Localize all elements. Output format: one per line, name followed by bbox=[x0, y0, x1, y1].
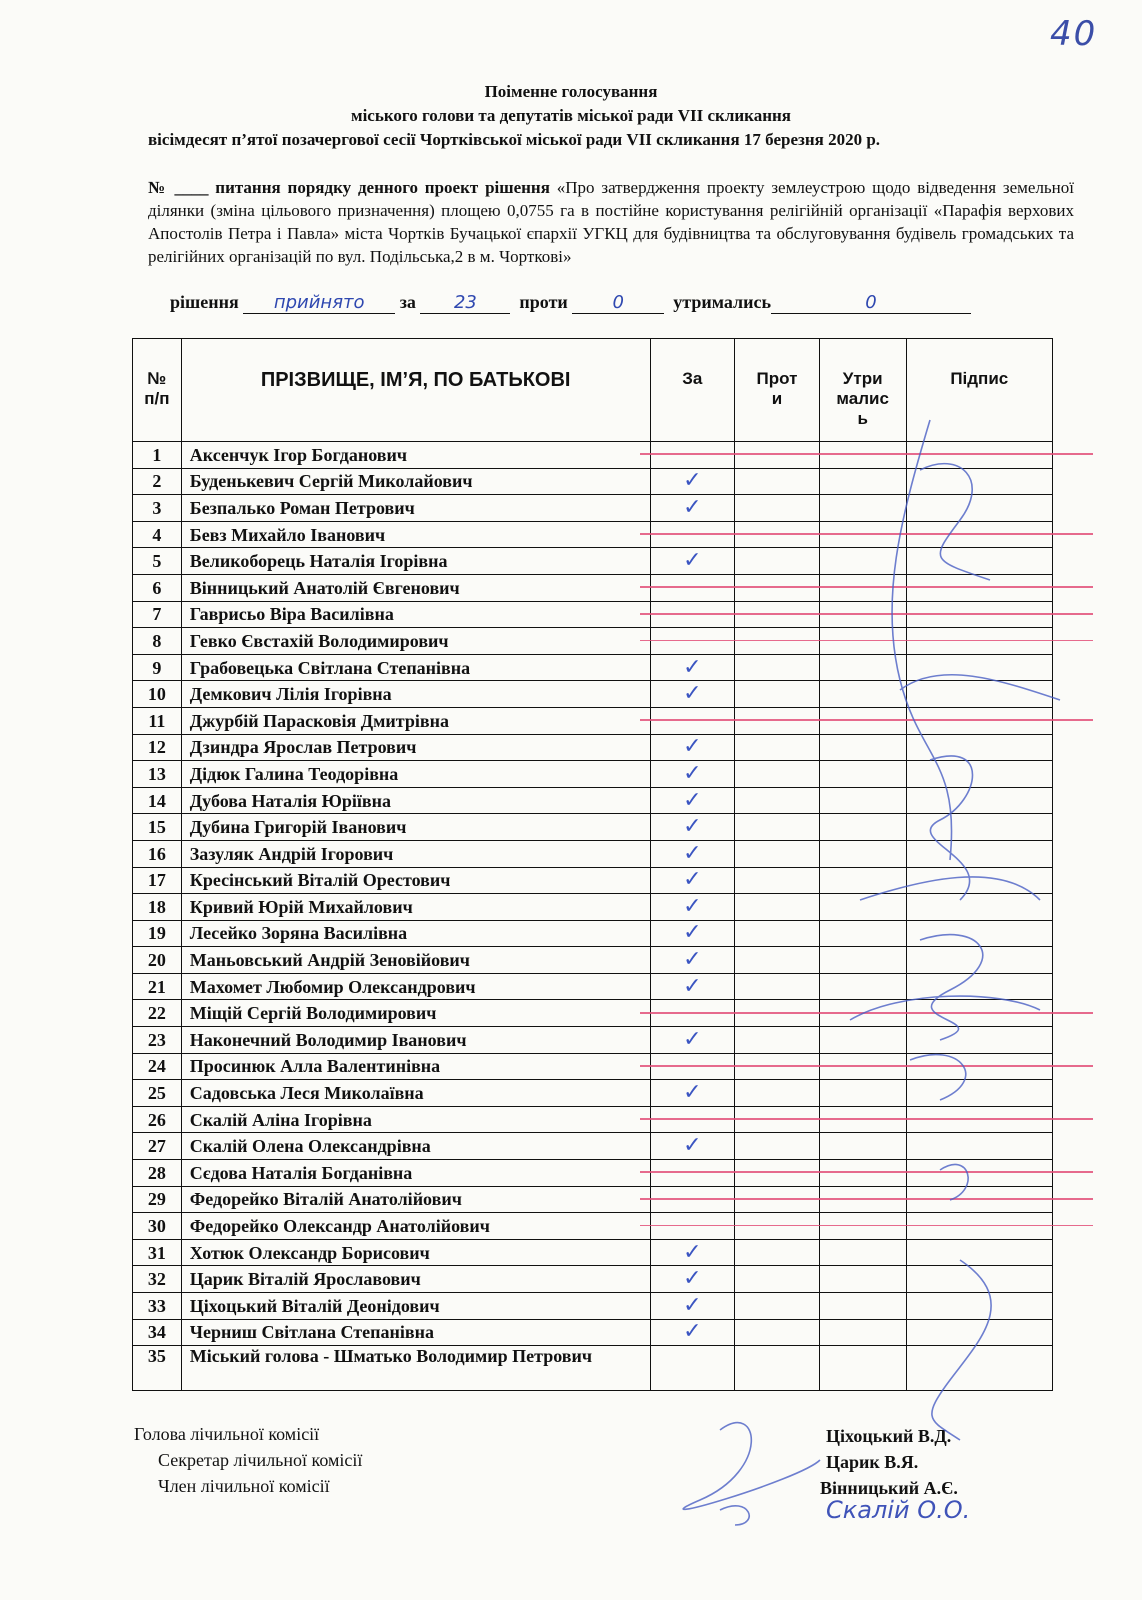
deputy-name: Дубова Наталія Юріївна bbox=[181, 787, 650, 814]
row-number: 4 bbox=[133, 521, 182, 548]
row-number: 10 bbox=[133, 681, 182, 708]
row-number: 35 bbox=[133, 1346, 182, 1391]
row-number: 2 bbox=[133, 468, 182, 495]
deputy-name: Черниш Світлана Степанівна bbox=[181, 1319, 650, 1346]
row-number: 17 bbox=[133, 867, 182, 894]
col-abstain-header: Утри малис ь bbox=[819, 339, 906, 442]
signature-stroke bbox=[683, 1423, 820, 1510]
deputy-name: Скалій Олена Олександрівна bbox=[181, 1133, 650, 1160]
footer-role-member: Член лічильної комісії bbox=[158, 1476, 330, 1496]
decision-label: рішення bbox=[170, 292, 239, 312]
row-number: 28 bbox=[133, 1160, 182, 1187]
row-number: 1 bbox=[133, 442, 182, 469]
row-number: 6 bbox=[133, 574, 182, 601]
deputy-name: Махомет Любомир Олександрович bbox=[181, 973, 650, 1000]
deputy-name: Садовська Леся Миколаївна bbox=[181, 1080, 650, 1107]
page-number: 40 bbox=[1050, 14, 1098, 54]
row-number: 20 bbox=[133, 947, 182, 974]
deputy-name: Федорейко Олександр Анатолійович bbox=[181, 1213, 650, 1240]
row-number: 29 bbox=[133, 1186, 182, 1213]
vote-for-cell: ✓ bbox=[650, 1266, 735, 1293]
vote-for-cell: ✓ bbox=[650, 1133, 735, 1160]
agenda-item-prefix: № ____ питання порядку денного проект рішення bbox=[148, 178, 550, 197]
footer-name-chair: Ціхоцький В.Д. bbox=[826, 1426, 952, 1446]
signature-stroke bbox=[850, 996, 1040, 1020]
session-line: вісімдесят п’ятої позачергової сесії Чортківської міської ради VII скликання 17 березня 2020 р. bbox=[148, 130, 881, 149]
deputy-name: Зазуляк Андрій Ігорович bbox=[181, 840, 650, 867]
document-title: Поіменне голосування bbox=[484, 82, 658, 101]
row-number: 16 bbox=[133, 840, 182, 867]
vote-for-cell: ✓ bbox=[650, 973, 735, 1000]
row-number: 30 bbox=[133, 1213, 182, 1240]
abstain-label: утримались bbox=[673, 292, 771, 312]
row-number: 9 bbox=[133, 654, 182, 681]
deputy-name: Дубина Григорій Іванович bbox=[181, 814, 650, 841]
deputy-name: Міський голова - Шматько Володимир Петрович bbox=[181, 1346, 650, 1391]
vote-for-cell: ✓ bbox=[650, 1239, 735, 1266]
deputy-name: Скалій Аліна Ігорівна bbox=[181, 1106, 650, 1133]
signature-stroke bbox=[940, 1164, 968, 1200]
row-number: 21 bbox=[133, 973, 182, 1000]
footer-name-secretary: Царик В.Я. bbox=[826, 1452, 919, 1472]
against-value: 0 bbox=[572, 292, 664, 314]
row-number: 19 bbox=[133, 920, 182, 947]
vote-for-cell: ✓ bbox=[650, 1293, 735, 1320]
row-number: 12 bbox=[133, 734, 182, 761]
vote-for-cell: ✓ bbox=[650, 814, 735, 841]
vote-for-cell: ✓ bbox=[650, 947, 735, 974]
row-number: 22 bbox=[133, 1000, 182, 1027]
deputy-name: Грабовецька Світлана Степанівна bbox=[181, 654, 650, 681]
vote-for-cell: ✓ bbox=[650, 495, 735, 522]
deputy-name: Дзиндра Ярослав Петрович bbox=[181, 734, 650, 761]
vote-for-cell: ✓ bbox=[650, 840, 735, 867]
signature-stroke bbox=[920, 464, 990, 580]
deputy-name: Джурбій Парасковія Дмитрівна bbox=[181, 707, 650, 734]
vote-for-cell: ✓ bbox=[650, 1319, 735, 1346]
deputy-name: Маньовський Андрій Зеновійович bbox=[181, 947, 650, 974]
footer-role-secretary: Секретар лічильної комісії bbox=[158, 1450, 363, 1470]
row-number: 8 bbox=[133, 628, 182, 655]
deputy-name: Безпалько Роман Петрович bbox=[181, 495, 650, 522]
vote-for-cell: ✓ bbox=[650, 894, 735, 921]
row-number: 7 bbox=[133, 601, 182, 628]
vote-for-cell: ✓ bbox=[650, 1027, 735, 1054]
deputy-name: Дідюк Галина Теодорівна bbox=[181, 761, 650, 788]
vote-for-cell: ✓ bbox=[650, 654, 735, 681]
footer-role-chair: Голова лічильної комісії bbox=[134, 1424, 320, 1444]
signature-stroke bbox=[910, 1055, 966, 1100]
deputy-name: Хотюк Олександр Борисович bbox=[181, 1239, 650, 1266]
handwritten-signature-text: Скалій О.О. bbox=[826, 1496, 971, 1524]
footer-name-member: Вінницький А.Є. bbox=[820, 1478, 958, 1498]
deputy-name: Буденькевич Сергій Миколайович bbox=[181, 468, 650, 495]
row-number: 32 bbox=[133, 1266, 182, 1293]
col-name-header: ПРІЗВИЩЕ, ІМ’Я, ПО БАТЬКОВІ bbox=[181, 339, 650, 442]
deputy-name: Бевз Михайло Іванович bbox=[181, 521, 650, 548]
vote-for-cell: ✓ bbox=[650, 787, 735, 814]
vote-for-cell: ✓ bbox=[650, 681, 735, 708]
deputy-name: Кривий Юрій Михайлович bbox=[181, 894, 650, 921]
row-number: 31 bbox=[133, 1239, 182, 1266]
signature-stroke bbox=[920, 935, 983, 1040]
vote-for-cell: ✓ bbox=[650, 920, 735, 947]
row-number: 5 bbox=[133, 548, 182, 575]
signature-stroke bbox=[860, 877, 1040, 900]
for-label: за bbox=[399, 292, 416, 312]
against-label: проти bbox=[519, 292, 568, 312]
deputy-name: Аксенчук Ігор Богданович bbox=[181, 442, 650, 469]
deputy-name: Кресінський Віталій Орестович bbox=[181, 867, 650, 894]
deputy-name: Демкович Лілія Ігорівна bbox=[181, 681, 650, 708]
col-against-header: Прот и bbox=[735, 339, 820, 442]
deputy-name: Ціхоцький Віталій Деонідович bbox=[181, 1293, 650, 1320]
row-number: 24 bbox=[133, 1053, 182, 1080]
row-number: 34 bbox=[133, 1319, 182, 1346]
vote-for-cell: ✓ bbox=[650, 468, 735, 495]
vote-for-cell: ✓ bbox=[650, 548, 735, 575]
row-number: 13 bbox=[133, 761, 182, 788]
deputy-name: Гевко Євстахій Володимирович bbox=[181, 628, 650, 655]
abstain-value: 0 bbox=[771, 292, 971, 314]
col-signature-header: Підпис bbox=[906, 339, 1052, 442]
deputy-name: Міщій Сергій Володимирович bbox=[181, 1000, 650, 1027]
deputy-name: Вінницький Анатолій Євгенович bbox=[181, 574, 650, 601]
col-for-header: За bbox=[650, 339, 735, 442]
row-number: 25 bbox=[133, 1080, 182, 1107]
deputy-name: Федорейко Віталій Анатолійович bbox=[181, 1186, 650, 1213]
vote-for-cell: ✓ bbox=[650, 761, 735, 788]
document-subtitle: міського голови та депутатів міської ради VII скликання bbox=[351, 106, 791, 125]
deputy-name: Гаврисьо Віра Василівна bbox=[181, 601, 650, 628]
decision-value: прийнято bbox=[243, 292, 395, 314]
row-number: 14 bbox=[133, 787, 182, 814]
row-number: 15 bbox=[133, 814, 182, 841]
signature-stroke bbox=[900, 675, 1060, 700]
row-number: 11 bbox=[133, 707, 182, 734]
deputy-name: Великоборець Наталія Ігорівна bbox=[181, 548, 650, 575]
deputy-name: Просинюк Алла Валентинівна bbox=[181, 1053, 650, 1080]
row-number: 18 bbox=[133, 894, 182, 921]
vote-for-cell: ✓ bbox=[650, 1080, 735, 1107]
vote-for-cell: ✓ bbox=[650, 734, 735, 761]
signature-stroke bbox=[892, 420, 952, 860]
deputy-name: Лесейко Зоряна Василівна bbox=[181, 920, 650, 947]
deputy-name: Наконечний Володимир Іванович bbox=[181, 1027, 650, 1054]
row-number: 33 bbox=[133, 1293, 182, 1320]
deputy-name: Царик Віталій Ярославович bbox=[181, 1266, 650, 1293]
row-number: 23 bbox=[133, 1027, 182, 1054]
col-number-header: № п/п bbox=[133, 339, 182, 442]
agenda-item-text: «Про затвердження проекту землеустрою щодо відведення земельної ділянки (зміна цільового призначення) площею 0,0755 га в постійне користування релігійній організації «Парафія верхових Апостолів Петра і Павла» міста Чортків Бучацької єпархії УГКЦ для будівництва та обслуговування будівель громадських та релігійних організацій по вул. Подільська,2 в м. Чорткові» bbox=[148, 178, 1075, 266]
signature-stroke bbox=[932, 1260, 991, 1440]
row-number: 27 bbox=[133, 1133, 182, 1160]
row-number: 3 bbox=[133, 495, 182, 522]
vote-for-cell: ✓ bbox=[650, 867, 735, 894]
signature-stroke bbox=[720, 1506, 749, 1525]
row-number: 26 bbox=[133, 1106, 182, 1133]
for-value: 23 bbox=[420, 292, 510, 314]
deputy-name: Сєдова Наталія Богданівна bbox=[181, 1160, 650, 1187]
